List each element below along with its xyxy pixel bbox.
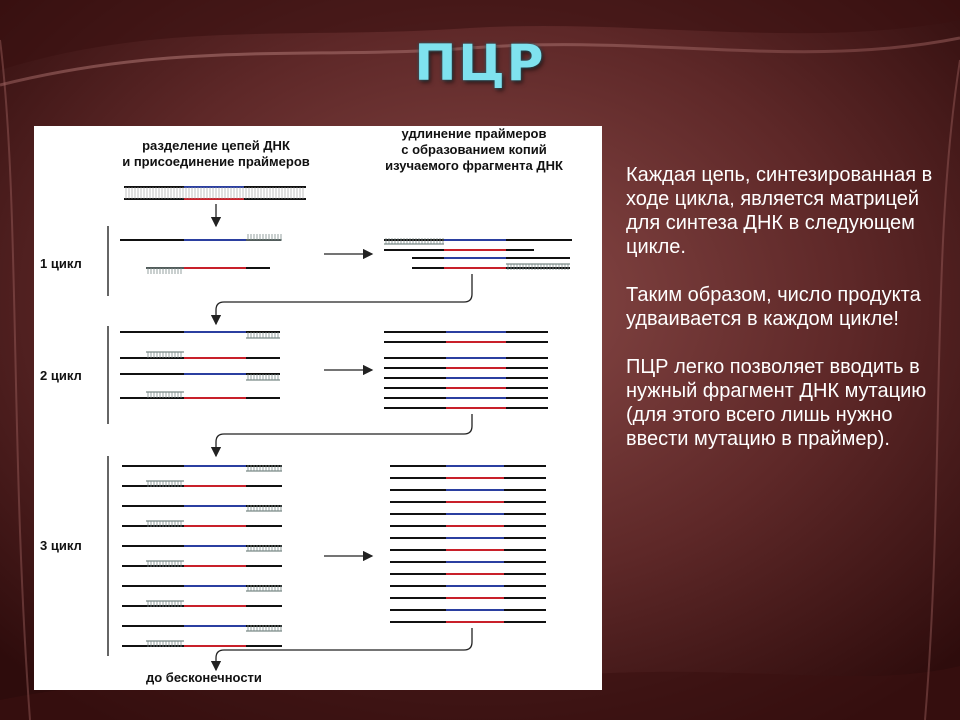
loop-arrow	[216, 414, 472, 456]
primer	[246, 374, 280, 380]
flow-arrows	[216, 204, 472, 670]
info-text	[626, 163, 948, 475]
primer	[246, 332, 280, 338]
footer-label: до бесконечности	[146, 670, 262, 685]
pcr-diagram	[34, 126, 602, 690]
info-paragraph-2: Таким образом, число продукта удваивается в каждом цикле!	[626, 284, 921, 330]
cycle-label: 2 цикл	[40, 368, 82, 383]
info-paragraph-1: Каждая цепь, синтезированная в ходе цикла, является матрицей для синтеза ДНК в следующем цикле.	[626, 164, 933, 258]
slide-title: ПЦР	[414, 34, 546, 92]
pcr-diagram-panel	[34, 126, 602, 690]
loop-arrow	[216, 274, 472, 324]
right-heading-line: с образованием копий	[401, 142, 547, 157]
cycle-label: 3 цикл	[40, 538, 82, 553]
cycle-labels	[40, 226, 108, 656]
right-heading-line: изучаемого фрагмента ДНК	[385, 158, 563, 173]
left-heading-line: и присоединение праймеров	[122, 154, 310, 169]
loop-arrow	[216, 628, 472, 670]
cycle-label: 1 цикл	[40, 256, 82, 271]
dna-strands	[120, 187, 572, 647]
info-paragraph-3: ПЦР легко позволяет вводить в нужный фрагмент ДНК мутацию (для этого всего лишь нужно ввести мутацию в праймер).	[626, 356, 927, 450]
right-heading	[385, 126, 563, 173]
left-heading	[122, 138, 310, 169]
left-heading-line: разделение цепей ДНК	[142, 138, 290, 153]
right-heading-line: удлинение праймеров	[401, 126, 547, 141]
